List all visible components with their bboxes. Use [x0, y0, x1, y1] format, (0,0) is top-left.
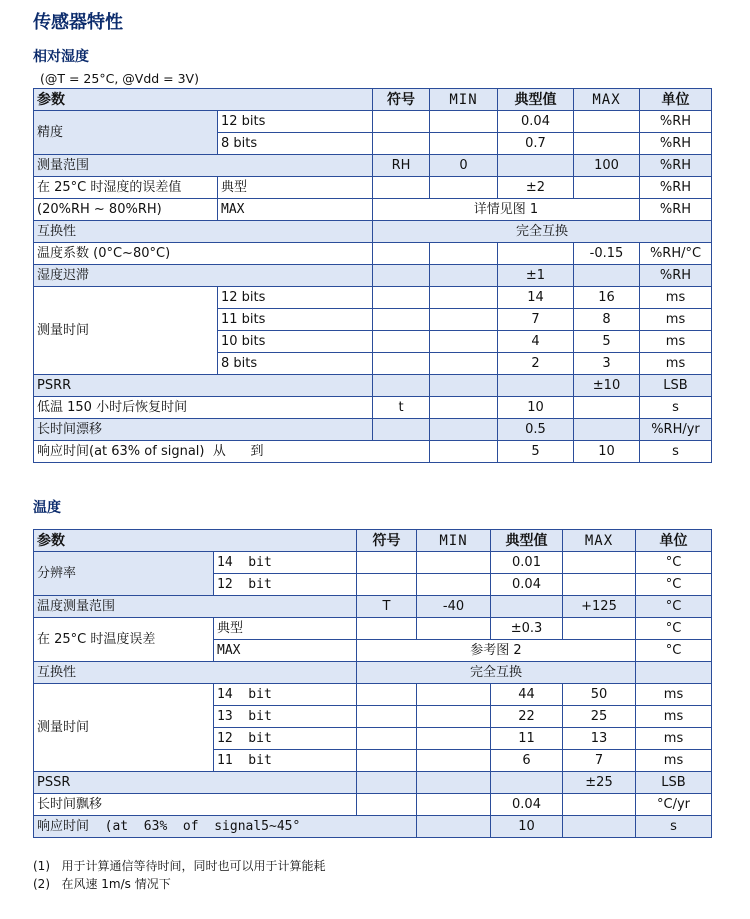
recovery-symbol: t [373, 397, 430, 419]
pssr-max: ±25 [563, 772, 636, 794]
header-unit: 单位 [636, 530, 712, 552]
range-label: 测量范围 [34, 155, 373, 177]
header-param: 参数 [34, 530, 357, 552]
temperature-table [33, 529, 712, 838]
table-row [34, 552, 712, 574]
error-max-value: 详情见图 1 [373, 199, 640, 221]
temp-meas-typ: 44 [491, 684, 563, 706]
temp-range-max: +125 [563, 596, 636, 618]
tempcoef-label: 温度系数 (0°C~80°C) [34, 243, 373, 265]
table-row [34, 397, 712, 419]
resolution-typ: 0.04 [491, 574, 563, 596]
temp-error-unit: °C [636, 640, 712, 662]
pssr-label: PSSR [34, 772, 357, 794]
table-row [34, 155, 712, 177]
temperature-header-row [34, 530, 712, 552]
header-min: MIN [417, 530, 491, 552]
response-label: 响应时间(at 63% of signal) 从 到 [34, 441, 430, 463]
error-label-line2: (20%RH ~ 80%RH) [34, 199, 218, 221]
temp-error-sub-typ: 典型 [214, 618, 357, 640]
temp-meas-typ: 6 [491, 750, 563, 772]
humidity-section-title: 相对湿度 [33, 49, 89, 65]
meas-bits: 12 bits [218, 287, 373, 309]
resolution-label: 分辨率 [34, 552, 214, 596]
meas-max: 8 [574, 309, 640, 331]
tempcoef-unit: %RH/°C [640, 243, 712, 265]
table-row [34, 177, 712, 199]
temp-meas-unit: ms [636, 750, 712, 772]
temp-meas-bits: 11 bit [214, 750, 357, 772]
table-row [34, 772, 712, 794]
error-sub-typ: 典型 [218, 177, 373, 199]
resolution-typ: 0.01 [491, 552, 563, 574]
table-row [34, 596, 712, 618]
psrr-unit: LSB [640, 375, 712, 397]
table-row [34, 816, 712, 838]
temp-meas-bits: 12 bit [214, 728, 357, 750]
temp-drift-unit: °C/yr [636, 794, 712, 816]
table-row [34, 111, 712, 133]
meas-bits: 11 bits [218, 309, 373, 331]
temp-meas-bits: 14 bit [214, 684, 357, 706]
humidity-table [33, 88, 712, 463]
range-max: 100 [574, 155, 640, 177]
temp-meas-unit: ms [636, 684, 712, 706]
footnote-2: (2) 在风速 1m/s 情况下 [33, 877, 171, 891]
temp-drift-label: 长时间飘移 [34, 794, 357, 816]
header-min: MIN [430, 89, 498, 111]
tempcoef-max: -0.15 [574, 243, 640, 265]
temp-meas-unit: ms [636, 706, 712, 728]
meas-max: 3 [574, 353, 640, 375]
recovery-unit: s [640, 397, 712, 419]
temp-meas-unit: ms [636, 728, 712, 750]
footnotes [33, 857, 325, 893]
table-row [34, 419, 712, 441]
precision-bits: 12 bits [218, 111, 373, 133]
header-symbol: 符号 [357, 530, 417, 552]
table-row [34, 243, 712, 265]
psrr-label: PSRR [34, 375, 373, 397]
table-row [34, 265, 712, 287]
table-row [34, 441, 712, 463]
interchange-label: 互换性 [34, 221, 373, 243]
error-typ: ±2 [498, 177, 574, 199]
header-typ: 典型值 [498, 89, 574, 111]
meas-unit: ms [640, 331, 712, 353]
range-symbol: RH [373, 155, 430, 177]
meas-time-label: 测量时间 [34, 287, 218, 375]
resolution-bits: 14 bit [214, 552, 357, 574]
meas-typ: 14 [498, 287, 574, 309]
table-row [34, 662, 712, 684]
temp-meas-max: 7 [563, 750, 636, 772]
table-row [34, 794, 712, 816]
precision-typ: 0.04 [498, 111, 574, 133]
temp-interchange-label: 互换性 [34, 662, 357, 684]
precision-bits: 8 bits [218, 133, 373, 155]
header-symbol: 符号 [373, 89, 430, 111]
precision-unit: %RH [640, 111, 712, 133]
precision-label: 精度 [34, 111, 218, 155]
temp-meas-time-label: 测量时间 [34, 684, 214, 772]
recovery-typ: 10 [498, 397, 574, 419]
meas-unit: ms [640, 309, 712, 331]
temp-error-unit: °C [636, 618, 712, 640]
error-label-line1: 在 25°C 时湿度的误差值 [34, 177, 218, 199]
range-unit: %RH [640, 155, 712, 177]
precision-typ: 0.7 [498, 133, 574, 155]
temp-meas-bits: 13 bit [214, 706, 357, 728]
header-param: 参数 [34, 89, 373, 111]
humidity-header-row [34, 89, 712, 111]
recovery-label: 低温 150 小时后恢复时间 [34, 397, 373, 419]
temp-meas-typ: 11 [491, 728, 563, 750]
temp-response-unit: s [636, 816, 712, 838]
header-max: MAX [563, 530, 636, 552]
table-row [34, 199, 712, 221]
error-unit: %RH [640, 177, 712, 199]
temp-meas-typ: 22 [491, 706, 563, 728]
error-unit: %RH [640, 199, 712, 221]
meas-bits: 10 bits [218, 331, 373, 353]
temp-meas-max: 13 [563, 728, 636, 750]
temp-interchange-value: 完全互换 [357, 662, 636, 684]
meas-typ: 4 [498, 331, 574, 353]
pssr-unit: LSB [636, 772, 712, 794]
hysteresis-typ: ±1 [498, 265, 574, 287]
meas-max: 5 [574, 331, 640, 353]
hysteresis-label: 湿度迟滞 [34, 265, 373, 287]
table-row [34, 375, 712, 397]
header-max: MAX [574, 89, 640, 111]
temp-error-label: 在 25°C 时温度误差 [34, 618, 214, 662]
resolution-unit: °C [636, 574, 712, 596]
meas-unit: ms [640, 353, 712, 375]
meas-max: 16 [574, 287, 640, 309]
header-unit: 单位 [640, 89, 712, 111]
meas-typ: 7 [498, 309, 574, 331]
temp-error-max-value: 参考图 2 [357, 640, 636, 662]
temp-range-label: 温度测量范围 [34, 596, 357, 618]
temp-response-typ: 10 [491, 816, 563, 838]
resolution-bits: 12 bit [214, 574, 357, 596]
error-sub-max: MAX [218, 199, 373, 221]
temp-meas-max: 50 [563, 684, 636, 706]
psrr-max: ±10 [574, 375, 640, 397]
response-unit: s [640, 441, 712, 463]
header-typ: 典型值 [491, 530, 563, 552]
temp-range-unit: °C [636, 596, 712, 618]
table-row [34, 684, 712, 706]
precision-unit: %RH [640, 133, 712, 155]
interchange-value: 完全互换 [373, 221, 712, 243]
table-row [34, 618, 712, 640]
response-max: 10 [574, 441, 640, 463]
range-min: 0 [430, 155, 498, 177]
humidity-condition: (@T = 25°C, @Vdd = 3V) [40, 71, 199, 86]
drift-typ: 0.5 [498, 419, 574, 441]
table-row [34, 287, 712, 309]
temperature-section-title: 温度 [33, 500, 61, 516]
meas-unit: ms [640, 287, 712, 309]
meas-typ: 2 [498, 353, 574, 375]
resolution-unit: °C [636, 552, 712, 574]
temp-range-symbol: T [357, 596, 417, 618]
page-title: 传感器特性 [33, 12, 123, 33]
temp-error-typ: ±0.3 [491, 618, 563, 640]
footnote-1: (1) 用于计算通信等待时间，同时也可以用于计算能耗 [33, 859, 326, 873]
table-row [34, 221, 712, 243]
temp-error-sub-max: MAX [214, 640, 357, 662]
temp-range-min: -40 [417, 596, 491, 618]
drift-label: 长时间漂移 [34, 419, 373, 441]
response-typ: 5 [498, 441, 574, 463]
temp-meas-max: 25 [563, 706, 636, 728]
temp-drift-typ: 0.04 [491, 794, 563, 816]
hysteresis-unit: %RH [640, 265, 712, 287]
temp-response-label: 响应时间 (at 63% of signal5~45° [34, 816, 417, 838]
drift-unit: %RH/yr [640, 419, 712, 441]
meas-bits: 8 bits [218, 353, 373, 375]
